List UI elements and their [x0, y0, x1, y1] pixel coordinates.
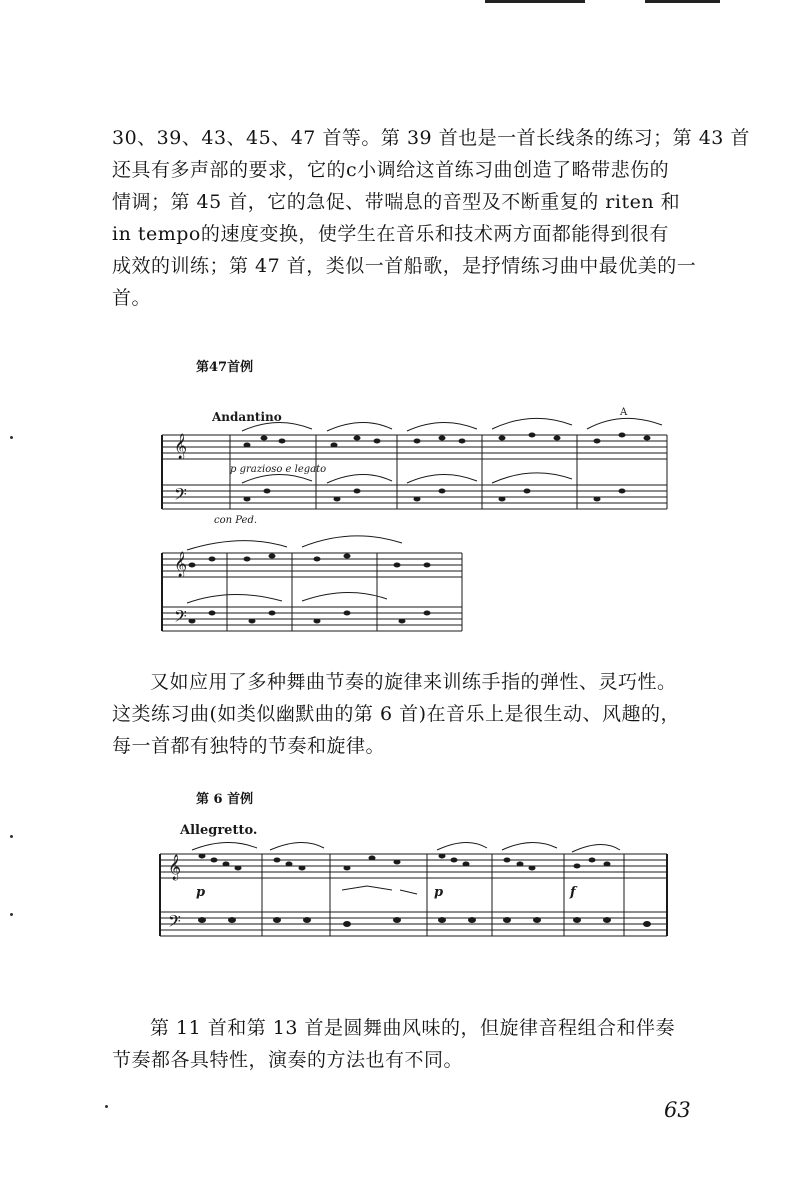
- staff-bass: [160, 912, 667, 936]
- dynamic-marking-6c: f: [570, 885, 576, 900]
- treble-clef-icon: 𝄞: [174, 552, 188, 577]
- scan-speck: [10, 913, 13, 916]
- example-47-caption: 第47首例: [196, 360, 254, 375]
- paragraph-line: 情调；第 45 首，它的急促、带喘息的音型及不断重复的 riten 和: [112, 191, 681, 213]
- pedal-marking: con Ped.: [214, 515, 258, 526]
- header-rule-right: [645, 0, 720, 3]
- bass-clef-icon: 𝄢: [174, 484, 187, 508]
- paragraph-1: [112, 122, 750, 314]
- staff-treble-1: [162, 435, 667, 459]
- paragraph-line: 每一首都有独特的节奏和旋律。: [112, 735, 386, 757]
- paragraph-line: 成效的训练；第 47 首，类似一首船歌，是抒情练习曲中最优美的一: [112, 255, 697, 277]
- paragraph-line: 还具有多声部的要求，它的c小调给这首练习曲创造了略带悲伤的: [112, 159, 670, 181]
- example-6-score: [152, 812, 682, 962]
- paragraph-line: 第 11 首和第 13 首是圆舞曲风味的，但旋律音程组合和伴奏: [150, 1017, 676, 1039]
- paragraph-2: [112, 666, 712, 762]
- paragraph-line: 节奏都各具特性，演奏的方法也有不同。: [112, 1049, 464, 1071]
- rehearsal-mark: A: [620, 407, 628, 418]
- dynamic-marking-47: p grazioso e legato: [230, 464, 327, 475]
- page-number: 63: [664, 1098, 691, 1122]
- example-47-score: [152, 395, 712, 645]
- dynamic-marking-6a: p: [196, 885, 206, 900]
- scan-speck: [105, 1105, 108, 1108]
- paragraph-line: 又如应用了多种舞曲节奏的旋律来训练手指的弹性、灵巧性。: [150, 671, 677, 693]
- tempo-marking-6: Allegretto.: [180, 823, 258, 838]
- paragraph-line: 这类练习曲(如类似幽默曲的第 6 首)在音乐上是很生动、风趣的，: [112, 703, 680, 725]
- paragraph-3: [112, 1012, 712, 1076]
- staff-treble-2: [162, 553, 462, 577]
- staff-bass-2: [162, 607, 462, 631]
- example-6-caption: 第 6 首例: [196, 792, 254, 807]
- dynamic-marking-6b: p: [434, 885, 444, 900]
- bass-clef-icon: 𝄢: [174, 606, 187, 630]
- scan-speck: [10, 835, 13, 838]
- tempo-marking-47: Andantino: [212, 410, 282, 424]
- paragraph-line: 30、39、43、45、47 首等。第 39 首也是一首长线条的练习；第 43 首: [112, 127, 750, 149]
- treble-clef-icon: 𝄞: [174, 434, 188, 459]
- music-score-6: [152, 812, 682, 962]
- header-rule-left: [485, 0, 585, 3]
- staff-bass-1: [162, 485, 667, 509]
- treble-clef-icon: 𝄞: [168, 855, 182, 880]
- paragraph-line: 首。: [112, 287, 152, 309]
- paragraph-line: in tempo的速度变换，使学生在音乐和技术两方面都能得到很有: [112, 223, 669, 245]
- scan-speck: [10, 436, 13, 439]
- bass-clef-icon: 𝄢: [168, 911, 181, 935]
- music-score-47: [152, 395, 712, 645]
